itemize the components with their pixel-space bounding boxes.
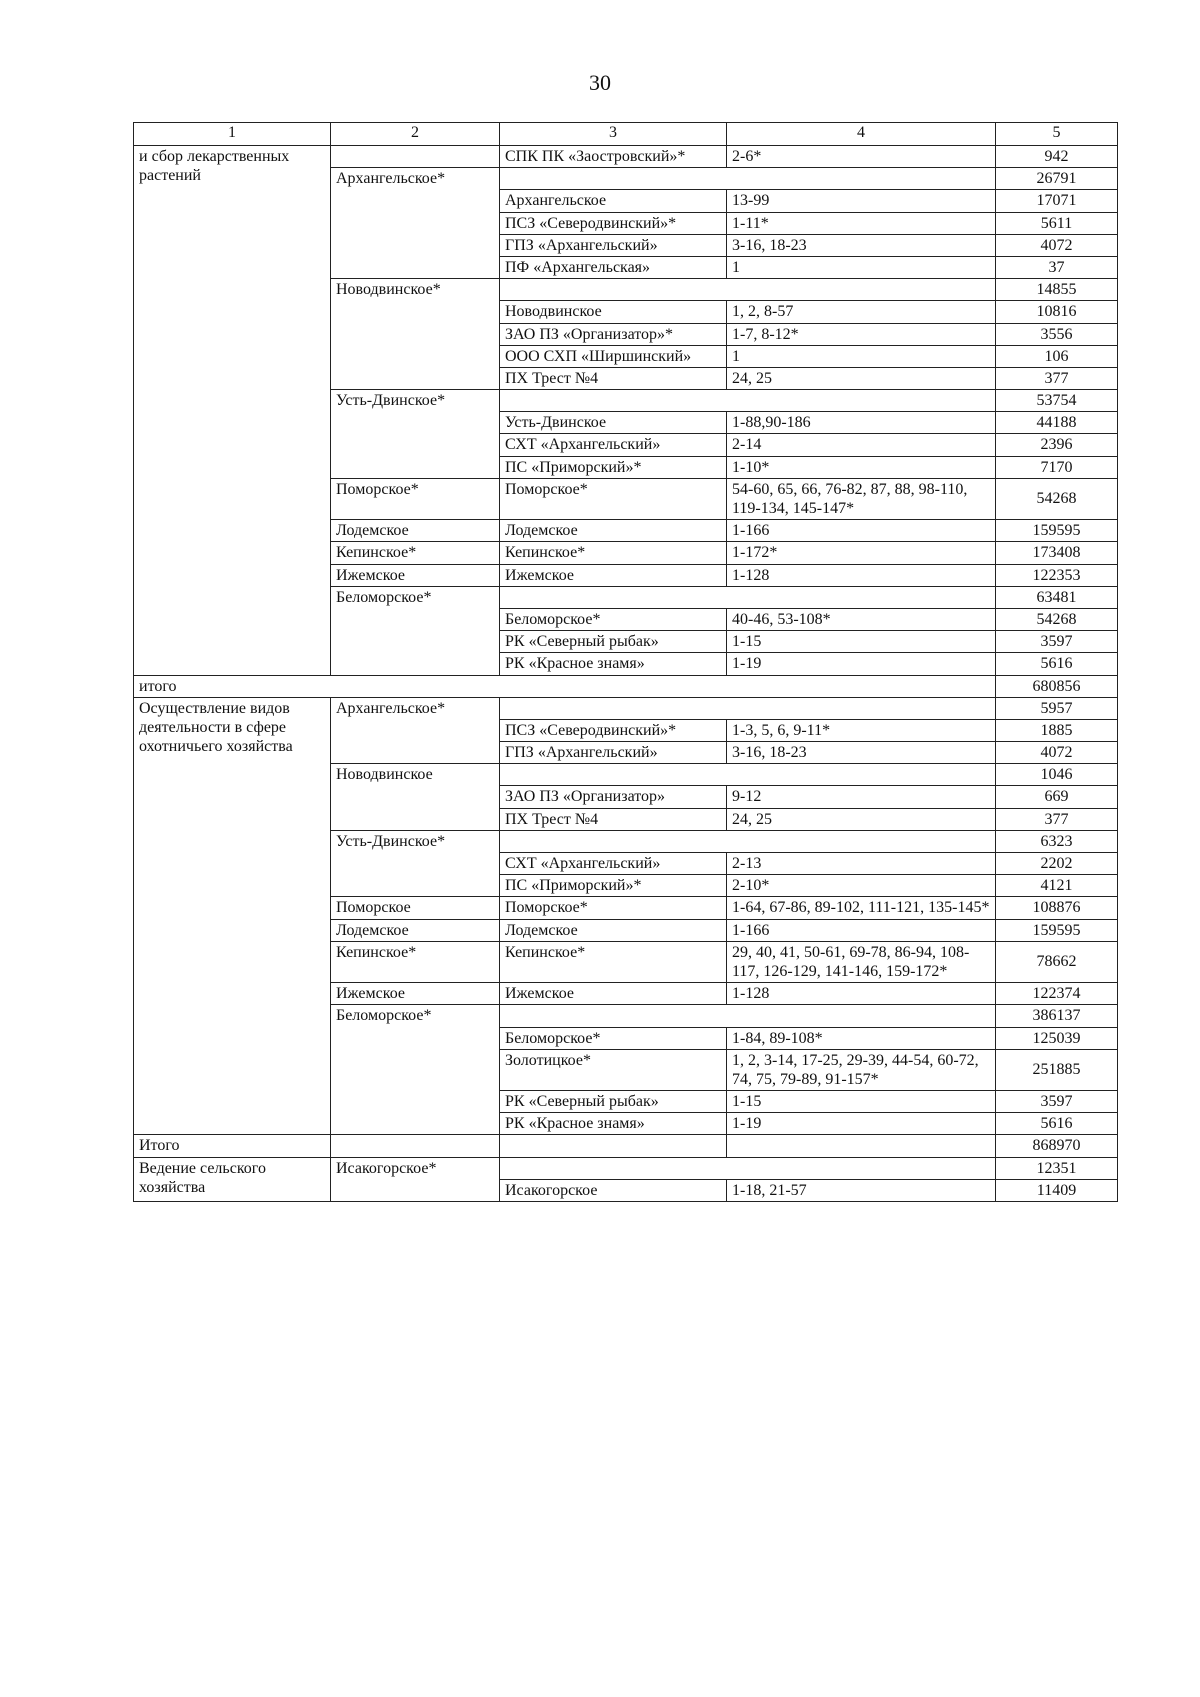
table-header-row <box>134 123 1118 146</box>
district-cell: Кепинское* <box>331 542 500 564</box>
quarters-cell: 2-6* <box>727 146 996 168</box>
quarters-cell: 9-12 <box>727 786 996 808</box>
area-cell: 5611 <box>996 212 1118 234</box>
district-cell: Кепинское* <box>331 941 500 982</box>
quarters-cell: 1-3, 5, 6, 9-11* <box>727 719 996 741</box>
unit-cell: ГПЗ «Архангельский» <box>500 742 727 764</box>
quarters-cell: 1-11* <box>727 212 996 234</box>
area-cell: 5616 <box>996 1113 1118 1135</box>
quarters-cell: 29, 40, 41, 50-61, 69-78, 86-94, 108-117, 126-129, 141-146, 159-172* <box>727 941 996 982</box>
area-cell: 3597 <box>996 1091 1118 1113</box>
area-cell: 6323 <box>996 830 1118 852</box>
unit-cell: ЗАО ПЗ «Организатор» <box>500 786 727 808</box>
quarters-cell: 2-14 <box>727 434 996 456</box>
unit-cell: Новодвинское <box>500 301 727 323</box>
area-cell: 54268 <box>996 478 1118 519</box>
quarters-cell: 1, 2, 8-57 <box>727 301 996 323</box>
quarters-cell <box>727 1135 996 1157</box>
unit-cell <box>500 1157 996 1179</box>
unit-cell: Поморское* <box>500 897 727 919</box>
area-cell: 868970 <box>996 1135 1118 1157</box>
district-cell <box>331 146 500 168</box>
unit-cell: ПСЗ «Северодвинский»* <box>500 719 727 741</box>
quarters-cell: 24, 25 <box>727 367 996 389</box>
quarters-cell: 2-13 <box>727 853 996 875</box>
area-cell: 78662 <box>996 941 1118 982</box>
area-cell: 3556 <box>996 323 1118 345</box>
unit-cell: Лодемское <box>500 919 727 941</box>
area-cell: 14855 <box>996 279 1118 301</box>
unit-cell: СПК ПК «Заостровский»* <box>500 146 727 168</box>
unit-cell: ГПЗ «Архангельский» <box>500 234 727 256</box>
unit-cell: ПХ Трест №4 <box>500 808 727 830</box>
unit-cell <box>500 1005 996 1027</box>
unit-cell <box>500 764 996 786</box>
unit-cell: РК «Северный рыбак» <box>500 631 727 653</box>
table-row <box>134 1157 1118 1179</box>
district-cell: Поморское* <box>331 478 500 519</box>
area-cell: 122374 <box>996 983 1118 1005</box>
district-cell: Усть-Двинское* <box>331 830 500 897</box>
unit-cell <box>500 697 996 719</box>
district-cell: Новодвинское <box>331 764 500 831</box>
area-cell: 4072 <box>996 234 1118 256</box>
area-cell: 106 <box>996 345 1118 367</box>
quarters-cell: 1-10* <box>727 456 996 478</box>
unit-cell: Лодемское <box>500 520 727 542</box>
quarters-cell: 40-46, 53-108* <box>727 608 996 630</box>
area-cell: 159595 <box>996 919 1118 941</box>
area-cell: 669 <box>996 786 1118 808</box>
area-cell: 10816 <box>996 301 1118 323</box>
area-cell: 173408 <box>996 542 1118 564</box>
unit-cell: РК «Красное знамя» <box>500 1113 727 1135</box>
quarters-cell: 1-64, 67-86, 89-102, 111-121, 135-145* <box>727 897 996 919</box>
unit-cell <box>500 1135 727 1157</box>
quarters-cell: 2-10* <box>727 875 996 897</box>
district-cell: Поморское <box>331 897 500 919</box>
area-cell: 377 <box>996 808 1118 830</box>
quarters-cell: 1-7, 8-12* <box>727 323 996 345</box>
area-cell: 680856 <box>996 675 1118 697</box>
area-cell: 1046 <box>996 764 1118 786</box>
quarters-cell: 1-19 <box>727 653 996 675</box>
area-cell: 5957 <box>996 697 1118 719</box>
unit-cell: Ижемское <box>500 564 727 586</box>
unit-cell: Исакогорское <box>500 1179 727 1201</box>
quarters-cell: 1-166 <box>727 919 996 941</box>
district-cell: Архангельское* <box>331 168 500 279</box>
area-cell: 251885 <box>996 1049 1118 1090</box>
district-cell: Беломорское* <box>331 1005 500 1135</box>
header-cell: 1 <box>134 123 331 146</box>
unit-cell: ПС «Приморский»* <box>500 456 727 478</box>
area-cell: 386137 <box>996 1005 1118 1027</box>
unit-cell: Поморское* <box>500 478 727 519</box>
unit-cell <box>500 279 996 301</box>
area-cell: 11409 <box>996 1179 1118 1201</box>
quarters-cell: 1-15 <box>727 1091 996 1113</box>
unit-cell: Кепинское* <box>500 542 727 564</box>
district-cell: Новодвинское* <box>331 279 500 390</box>
quarters-cell: 3-16, 18-23 <box>727 742 996 764</box>
unit-cell: РК «Красное знамя» <box>500 653 727 675</box>
district-cell: Лодемское <box>331 520 500 542</box>
quarters-cell: 1 <box>727 256 996 278</box>
subtotal-row <box>134 675 1118 697</box>
quarters-cell: 1-172* <box>727 542 996 564</box>
area-cell: 44188 <box>996 412 1118 434</box>
unit-cell: Беломорское* <box>500 608 727 630</box>
area-cell: 2202 <box>996 853 1118 875</box>
unit-cell: РК «Северный рыбак» <box>500 1091 727 1113</box>
unit-cell: Золотицкое* <box>500 1049 727 1090</box>
quarters-cell: 1-18, 21-57 <box>727 1179 996 1201</box>
quarters-cell: 24, 25 <box>727 808 996 830</box>
unit-cell: ПСЗ «Северодвинский»* <box>500 212 727 234</box>
page-number: 30 <box>589 70 611 95</box>
area-cell: 4072 <box>996 742 1118 764</box>
quarters-cell: 3-16, 18-23 <box>727 234 996 256</box>
quarters-cell: 1-84, 89-108* <box>727 1027 996 1049</box>
header-cell: 3 <box>500 123 727 146</box>
area-cell: 5616 <box>996 653 1118 675</box>
area-cell: 54268 <box>996 608 1118 630</box>
subtotal-row <box>134 1135 1118 1157</box>
area-cell: 159595 <box>996 520 1118 542</box>
quarters-cell: 1, 2, 3-14, 17-25, 29-39, 44-54, 60-72, 74, 75, 79-89, 91-157* <box>727 1049 996 1090</box>
unit-cell <box>500 168 996 190</box>
district-cell: Исакогорское* <box>331 1157 500 1201</box>
unit-cell: ПС «Приморский»* <box>500 875 727 897</box>
area-cell: 942 <box>996 146 1118 168</box>
table-row <box>134 146 1118 168</box>
unit-cell: СХТ «Архангельский» <box>500 434 727 456</box>
district-cell: Архангельское* <box>331 697 500 764</box>
quarters-cell: 54-60, 65, 66, 76-82, 87, 88, 98-110, 119-134, 145-147* <box>727 478 996 519</box>
quarters-cell: 1-88,90-186 <box>727 412 996 434</box>
quarters-cell: 1-166 <box>727 520 996 542</box>
quarters-cell: 1-15 <box>727 631 996 653</box>
header-cell: 5 <box>996 123 1118 146</box>
district-cell: Усть-Двинское* <box>331 390 500 479</box>
district-cell: Ижемское <box>331 983 500 1005</box>
quarters-cell: 1-19 <box>727 1113 996 1135</box>
subtotal-label: Итого <box>134 1135 331 1157</box>
area-cell: 12351 <box>996 1157 1118 1179</box>
area-cell: 63481 <box>996 586 1118 608</box>
district-cell: Беломорское* <box>331 586 500 675</box>
unit-cell: Кепинское* <box>500 941 727 982</box>
area-cell: 17071 <box>996 190 1118 212</box>
activity-cell: Ведение сельского хозяйства <box>134 1157 331 1201</box>
subtotal-label: итого <box>134 675 996 697</box>
area-cell: 26791 <box>996 168 1118 190</box>
table-row <box>134 697 1118 719</box>
unit-cell: ПФ «Архангельская» <box>500 256 727 278</box>
quarters-cell: 13-99 <box>727 190 996 212</box>
district-cell: Ижемское <box>331 564 500 586</box>
activity-cell: Осуществление видов деятельности в сфере охотничьего хозяйства <box>134 697 331 1135</box>
area-cell: 7170 <box>996 456 1118 478</box>
unit-cell <box>500 830 996 852</box>
area-cell: 53754 <box>996 390 1118 412</box>
unit-cell: ООО СХП «Ширшинский» <box>500 345 727 367</box>
header-cell: 4 <box>727 123 996 146</box>
unit-cell <box>500 586 996 608</box>
area-cell: 377 <box>996 367 1118 389</box>
unit-cell: ЗАО ПЗ «Организатор»* <box>500 323 727 345</box>
area-cell: 2396 <box>996 434 1118 456</box>
activity-cell: и сбор лекарственных растений <box>134 146 331 676</box>
district-cell: Лодемское <box>331 919 500 941</box>
area-cell: 122353 <box>996 564 1118 586</box>
unit-cell <box>500 390 996 412</box>
area-cell: 125039 <box>996 1027 1118 1049</box>
district-cell <box>331 1135 500 1157</box>
unit-cell: Ижемское <box>500 983 727 1005</box>
header-cell: 2 <box>331 123 500 146</box>
area-cell: 1885 <box>996 719 1118 741</box>
unit-cell: ПХ Трест №4 <box>500 367 727 389</box>
unit-cell: СХТ «Архангельский» <box>500 853 727 875</box>
area-cell: 3597 <box>996 631 1118 653</box>
area-cell: 4121 <box>996 875 1118 897</box>
quarters-cell: 1 <box>727 345 996 367</box>
quarters-cell: 1-128 <box>727 564 996 586</box>
unit-cell: Беломорское* <box>500 1027 727 1049</box>
unit-cell: Усть-Двинское <box>500 412 727 434</box>
forest-use-table <box>133 122 1118 1202</box>
unit-cell: Архангельское <box>500 190 727 212</box>
area-cell: 108876 <box>996 897 1118 919</box>
area-cell: 37 <box>996 256 1118 278</box>
quarters-cell: 1-128 <box>727 983 996 1005</box>
